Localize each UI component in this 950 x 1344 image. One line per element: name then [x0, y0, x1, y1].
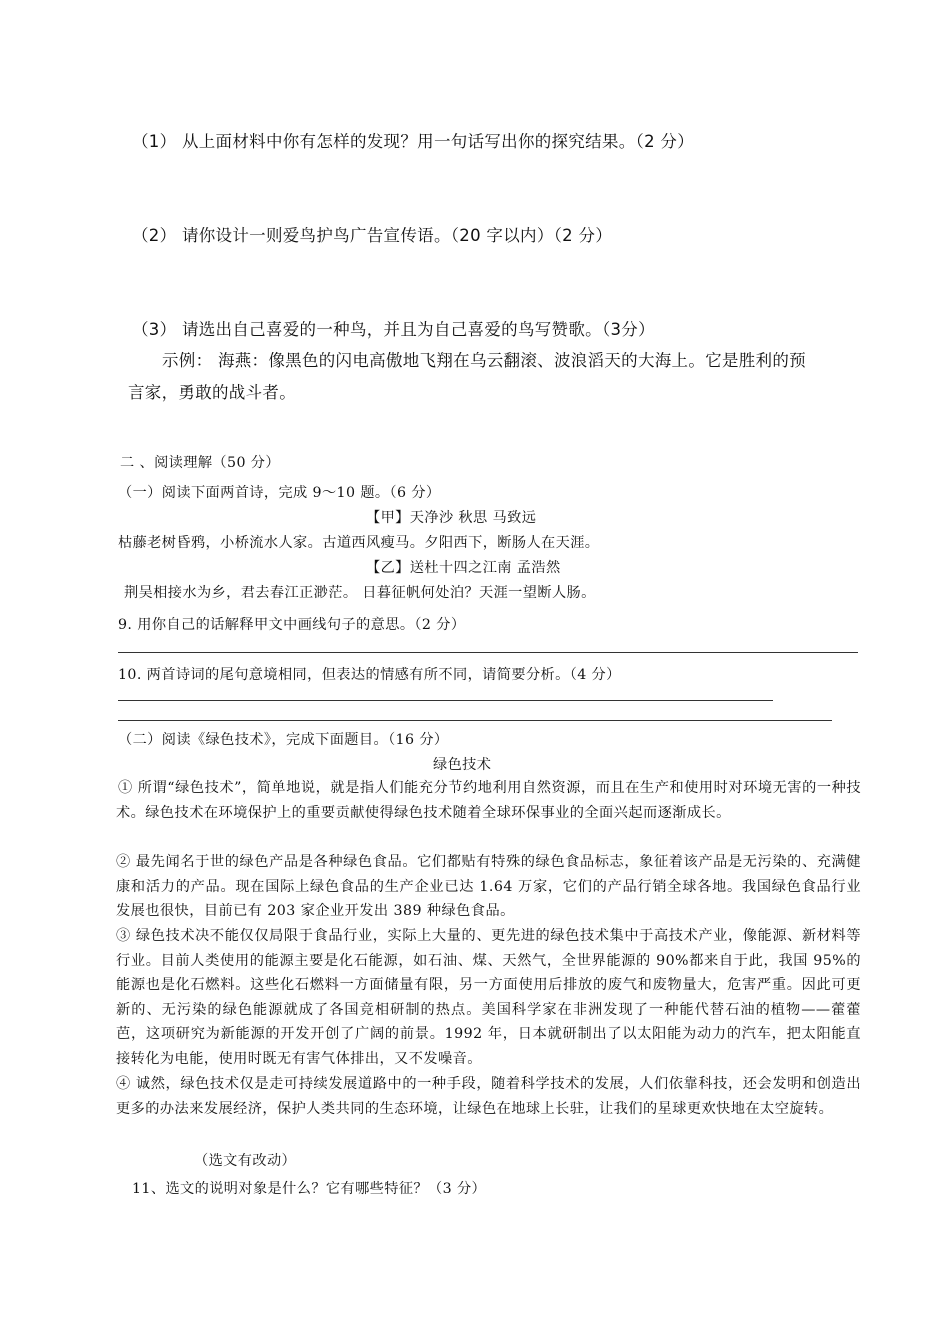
example-line-2: 言家，勇敢的战斗者。: [128, 383, 296, 402]
part2-heading: （二）阅读《绿色技术》，完成下面题目。（16 分）: [118, 732, 449, 748]
source-note: （选文有改动）: [194, 1153, 297, 1169]
poem-a-text: 枯藤老树昏鸦，小桥流水人家。古道西风瘦马。夕阳西下，断肠人在天涯。: [118, 535, 600, 551]
part1-heading: （一）阅读下面两首诗，完成 9～10 题。（6 分）: [118, 485, 441, 501]
article-title: 绿色技术: [433, 757, 492, 773]
question-2: （2） 请你设计一则爱鸟护鸟广告宣传语。（20 字以内）（2 分）: [132, 226, 613, 245]
paragraph-2: ② 最先闻名于世的绿色产品是各种绿色食品。它们都贴有特殊的绿色食品标志，象征着该产品是无污染的、充满健康和活力的产品。现在国际上绿色食品的生产企业已达 1.64 万家，它们的产品行销全球各地。我国绿色食品行业发展也很快，目前已有 203 家企业开发出 389 种绿色食品。: [116, 854, 861, 920]
question-10: 10. 两首诗词的尾句意境相同，但表达的情感有所不同，请简要分析。（4 分）: [118, 667, 621, 683]
answer-line-9: [118, 652, 858, 653]
poem-b-text: 荆吴相接水为乡，君去春江正渺茫。 日暮征帆何处泊？天涯一望断人肠。: [124, 585, 596, 601]
example-line-1: 示例： 海燕：像黑色的闪电高傲地飞翔在乌云翻滚、波浪滔天的大海上。它是胜利的预: [162, 351, 806, 370]
question-1: （1） 从上面材料中你有怎样的发现？用一句话写出你的探究结果。（2 分）: [132, 132, 695, 151]
poem-a-title: 【甲】天净沙 秋思 马致远: [366, 510, 537, 526]
answer-line-10a: [118, 700, 773, 701]
answer-line-10b: [118, 720, 832, 721]
section-heading: 二 、阅读理解（50 分）: [120, 455, 280, 471]
paragraph-1: ① 所谓“绿色技术”，简单地说，就是指人们能充分节约地利用自然资源，而且在生产和使用时对环境无害的一种技术。绿色技术在环境保护上的重要贡献使得绿色技术随着全球环保事业的全面兴起而逐渐成长。: [116, 780, 861, 821]
question-3: （3） 请选出自己喜爱的一种鸟，并且为自己喜爱的鸟写赞歌。（3分）: [132, 320, 655, 339]
question-11: 11、选文的说明对象是什么？它有哪些特征？（3 分）: [132, 1181, 487, 1197]
paragraph-4: ④ 诚然，绿色技术仅是走可持续发展道路中的一种手段，随着科学技术的发展，人们依靠科技，还会发明和创造出更多的办法来发展经济，保护人类共同的生态环境，让绿色在地球上长驻，让我们的星球更欢快地在太空旋转。: [116, 1076, 861, 1117]
poem-b-title: 【乙】送杜十四之江南 孟浩然: [366, 560, 561, 576]
question-9: 9. 用你自己的话解释甲文中画线句子的意思。（2 分）: [118, 617, 466, 633]
paragraph-3: ③ 绿色技术决不能仅仅局限于食品行业，实际上大量的、更先进的绿色技术集中于高技术产业，像能源、新材料等行业。目前人类使用的能源主要是化石能源，如石油、煤、天然气，全世界能源的 90%都来自于此，我国 95%的能源也是化石燃料。这些化石燃料一方面储量有限，另一方面使用后排放的废气和废物量大，危害严重。因此可更新的、无污染的绿色能源就成了各国竞相研制的热点。美国科学家在非洲发现了一种能代替石油的植物——藿藿芭，这项研究为新能源的开发开创了广阔的前景。1992 年，日本就研制出了以太阳能为动力的汽车，把太阳能直接转化为电能，使用时既无有害气体排出，又不发噪音。: [116, 928, 861, 1067]
